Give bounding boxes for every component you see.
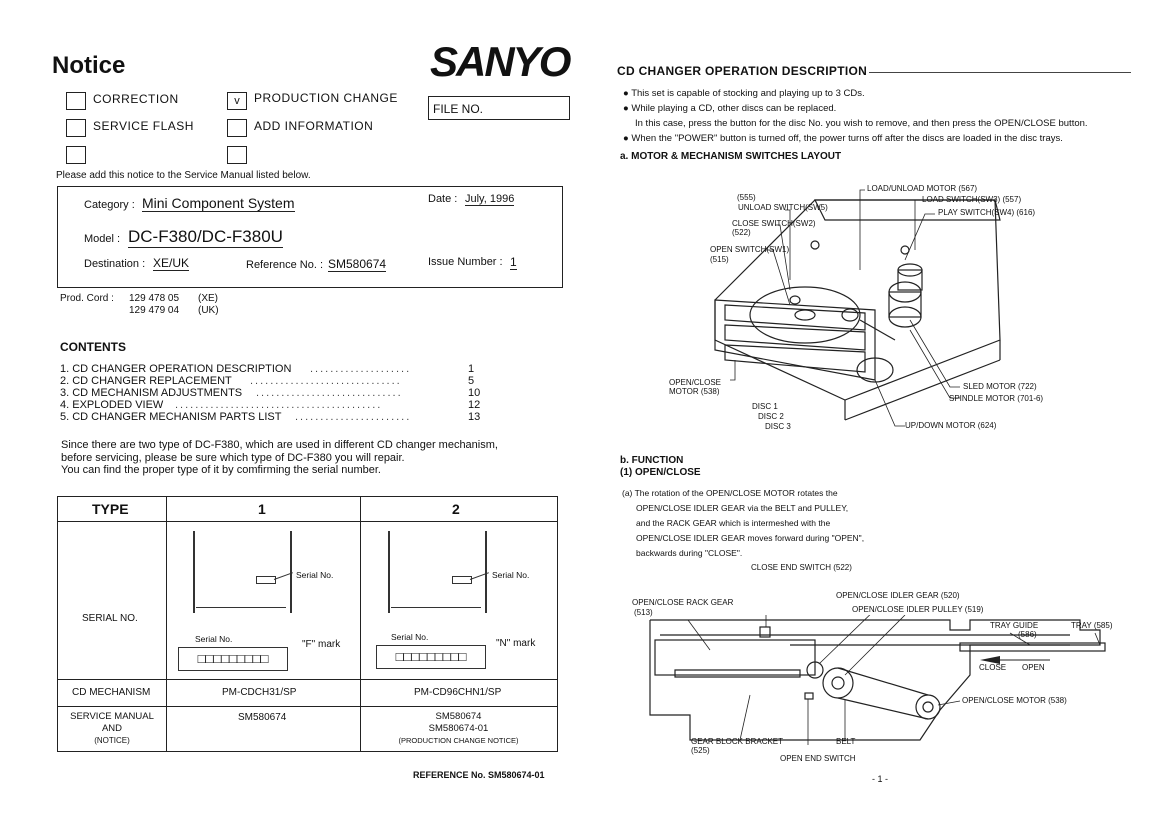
label-load-unload-motor: LOAD/UNLOAD MOTOR (567) — [867, 184, 978, 193]
unit-outline-1 — [193, 531, 292, 613]
add-information-label: ADD INFORMATION — [254, 119, 374, 133]
toc-text: 1. CD CHANGER OPERATION DESCRIPTION — [60, 363, 292, 375]
label-sled-motor: SLED MOTOR (722) — [963, 382, 1037, 391]
serial-plate-1 — [256, 576, 276, 584]
add-information-checkbox[interactable] — [227, 119, 247, 137]
category-label: Category : — [84, 199, 135, 211]
function-desc: (a) The rotation of the OPEN/CLOSE MOTOR rotates the OPEN/CLOSE IDLER GEAR via the BELT and PULLEY, and the RACK GEAR which is intermeshed with the OPEN/CLOSE IDLER GEAR moves forward during "OPEN", backwards during "CLOSE". — [622, 488, 865, 558]
type-table — [57, 496, 558, 752]
blank-checkbox-2[interactable] — [227, 146, 247, 164]
serial-label-2: Serial No. — [391, 632, 429, 642]
label-oc-motor-2: MOTOR (538) — [669, 387, 720, 396]
label-close-num: (522) — [732, 228, 751, 237]
label-belt: BELT — [836, 737, 856, 746]
toc-text: 2. CD CHANGER REPLACEMENT — [60, 375, 232, 387]
issue-label: Issue Number : — [428, 256, 503, 268]
reference-label: Reference No. : — [246, 259, 324, 271]
manual-1: SM580674 — [238, 712, 287, 723]
contents-list — [60, 363, 480, 423]
bullet-list: ● This set is capable of stocking and playing up to 3 CDs. ● While playing a CD, other discs can be replaced. In this case, press the button for the disc No. you wish to remove, and then press the OPEN/CLOSE button. ● When the "POWER" button is turned off, the power turns off after the discs are loaded in the disc trays. — [623, 88, 1088, 144]
label-unload-switch: UNLOAD SWITCH(SW5) — [738, 203, 828, 212]
toc-text: 3. CD MECHANISM ADJUSTMENTS — [60, 387, 243, 399]
label-disc-2: DISC 2 — [758, 412, 784, 421]
toc-item[interactable]: 2. CD CHANGER REPLACEMENT .............................. 5 — [60, 375, 475, 387]
page-title: Notice — [52, 52, 126, 79]
mech-2: PM-CD96CHN1/SP — [414, 687, 502, 698]
file-no-box: FILE NO. — [428, 96, 570, 120]
date-value: July, 1996 — [465, 193, 515, 205]
manual-row-label: SERVICE MANUAL AND (NOTICE) — [70, 711, 154, 745]
model-label: Model : — [84, 233, 121, 245]
date-label: Date : — [428, 193, 458, 205]
correction-label: CORRECTION — [93, 92, 179, 106]
toc-page: 10 — [468, 387, 481, 399]
label-rack-num: (513) — [634, 608, 653, 617]
unit-outline-2 — [388, 531, 487, 613]
serial-label-1: Serial No. — [195, 634, 233, 644]
subsection-b1: (1) OPEN/CLOSE — [620, 467, 701, 478]
toc-text: 5. CD CHANGER MECHANISM PARTS LIST — [60, 411, 282, 423]
destination-label: Destination : — [84, 258, 146, 270]
section-heading: CD CHANGER OPERATION DESCRIPTION — [617, 64, 868, 78]
serial-plate-2 — [452, 576, 472, 584]
label-disc-1: DISC 1 — [752, 402, 778, 411]
toc-page: 1 — [468, 363, 475, 375]
heading-rule — [869, 72, 1131, 73]
label-tray-guide: TRAY GUIDE — [990, 621, 1039, 630]
f-mark-label: "F" mark — [302, 639, 341, 650]
serial-pointer-label-2: Serial No. — [492, 570, 530, 580]
type-header: TYPE — [92, 501, 129, 517]
label-gear-bracket: GEAR BLOCK BRACKET — [691, 737, 784, 746]
prod-cord-label: Prod. Cord : — [60, 293, 114, 304]
label-open-num: (515) — [710, 255, 729, 264]
label-oc-motor-1: OPEN/CLOSE — [669, 378, 722, 387]
brand-logo: SANYO — [430, 38, 570, 85]
label-spindle-motor: SPINDLE MOTOR (701-6) — [949, 394, 1044, 403]
page-number: - 1 - — [872, 774, 889, 784]
service-flash-checkbox[interactable] — [66, 119, 86, 137]
n-mark-label: "N" mark — [496, 638, 536, 649]
label-open-end-switch: OPEN END SWITCH — [780, 754, 856, 763]
prod-cord-code-1: 129 478 05 — [129, 293, 180, 304]
prod-cord-code-2: 129 479 04 — [129, 305, 180, 316]
footer-reference: REFERENCE No. SM580674-01 — [413, 770, 545, 780]
info-box — [57, 186, 563, 288]
toc-page: 5 — [468, 375, 475, 387]
toc-page: 12 — [468, 399, 481, 411]
blank-checkbox-1[interactable] — [66, 146, 86, 164]
toc-page: 13 — [468, 411, 481, 423]
serial-row-label: SERIAL NO. — [82, 613, 138, 624]
prod-cord-region-2: (UK) — [198, 305, 219, 316]
label-tray-guide-num: (586) — [1018, 630, 1037, 639]
correction-checkbox[interactable] — [66, 92, 86, 110]
issue-value: 1 — [510, 255, 517, 269]
label-idler-pulley: OPEN/CLOSE IDLER PULLEY (519) — [852, 605, 984, 614]
subsection-b: b. FUNCTION — [620, 455, 684, 466]
production-change-label: PRODUCTION CHANGE — [254, 91, 398, 105]
mech-row-label: CD MECHANISM — [72, 687, 151, 698]
gear-diagram — [640, 615, 1110, 745]
serial-plate-detail-1: □□□□□□□□□ — [178, 647, 288, 671]
serial-plate-detail-2: □□□□□□□□□ — [376, 645, 486, 669]
label-tray: TRAY (585) — [1071, 621, 1113, 630]
subsection-a: a. MOTOR & MECHANISM SWITCHES LAYOUT — [620, 151, 842, 162]
intro-text: Since there are two type of DC-F380, which are used in different CD changer mechanism, before servicing, please be sure which type of DC-F380 you will repair. You can find the proper type of it by comfirming the serial number. — [61, 439, 498, 476]
serial-pointer-label-1: Serial No. — [296, 570, 334, 580]
type-col-2: 2 — [452, 501, 460, 517]
manual-2: SM580674 SM580674-01 (PRODUCTION CHANGE NOTICE) — [398, 711, 519, 745]
notice-instruction: Please add this notice to the Service Manual listed below. — [56, 170, 311, 181]
label-updown-motor: UP/DOWN MOTOR (624) — [905, 421, 997, 430]
category-value: Mini Component System — [142, 195, 295, 211]
toc-item[interactable]: 4. EXPLODED VIEW ......................................... 12 — [60, 399, 481, 411]
mech-1: PM-CDCH31/SP — [222, 687, 297, 698]
label-rack-gear: OPEN/CLOSE RACK GEAR — [632, 598, 734, 607]
label-unload-num: (555) — [737, 193, 756, 202]
label-open-switch: OPEN SWITCH(SW1) — [710, 245, 790, 254]
label-close-end-switch: CLOSE END SWITCH (522) — [751, 563, 852, 572]
label-gear-num: (525) — [691, 746, 710, 755]
destination-value: XE/UK — [153, 256, 190, 270]
production-change-checkbox[interactable]: v — [227, 92, 247, 110]
model-value: DC-F380/DC-F380U — [128, 227, 283, 246]
label-play-switch: PLAY SWITCH(SW4) (616) — [938, 208, 1036, 217]
label-oc-motor: OPEN/CLOSE MOTOR (538) — [962, 696, 1067, 705]
service-flash-label: SERVICE FLASH — [93, 119, 194, 133]
toc-item[interactable]: 5. CD CHANGER MECHANISM PARTS LIST ....................... 13 — [60, 411, 481, 423]
label-close-switch: CLOSE SWITCH(SW2) — [732, 219, 816, 228]
label-disc-3: DISC 3 — [765, 422, 791, 431]
label-close-arrow: CLOSE — [979, 663, 1007, 672]
label-idler-gear: OPEN/CLOSE IDLER GEAR (520) — [836, 591, 960, 600]
prod-cord-region-1: (XE) — [198, 293, 218, 304]
reference-value: SM580674 — [328, 257, 387, 271]
toc-text: 4. EXPLODED VIEW — [60, 399, 164, 411]
toc-item[interactable]: 1. CD CHANGER OPERATION DESCRIPTION .................... 1 — [60, 363, 475, 375]
label-open-arrow: OPEN — [1022, 663, 1045, 672]
contents-title: CONTENTS — [60, 340, 126, 354]
type-col-1: 1 — [258, 501, 266, 517]
label-load-switch: LOAD SWITCH(SW3) (557) — [922, 195, 1022, 204]
toc-item[interactable]: 3. CD MECHANISM ADJUSTMENTS ............................. 10 — [60, 387, 481, 399]
